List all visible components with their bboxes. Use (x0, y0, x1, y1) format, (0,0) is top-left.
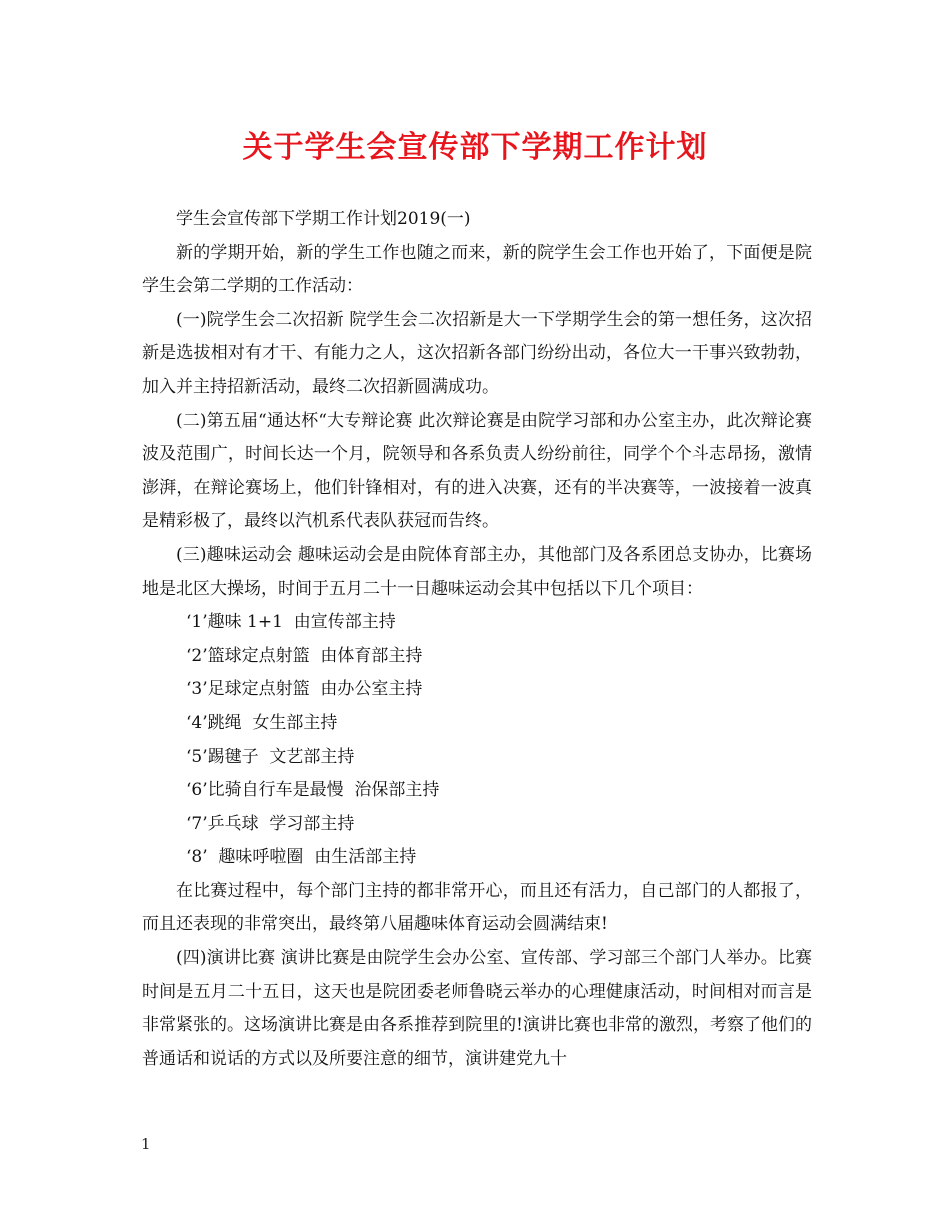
list-item: ‘3’足球定点射篮 由办公室主持 (186, 679, 423, 700)
paragraph-sports-summary: 在比赛过程中，每个部门主持的都非常开心，而且还有活力，自己部门的人都报了，而且还表现的非常突出，最终第八届趣味体育运动会圆满结束! (142, 880, 812, 935)
list-item: ‘7’乒乓球 学习部主持 (186, 813, 355, 834)
document-title: 关于学生会宣传部下学期工作计划 (242, 130, 708, 165)
paragraph-debate: (二)第五届“通达杯“大专辩论赛 此次辩论赛是由院学习部和办公室主办，此次辩论赛波及范围广，时间长达一个月，院领导和各系负责人纷纷前往，同学个个斗志昂扬，激情澎湃，在辩论赛场上，他们针锋相对，有的进入决赛，还有的半决赛等，一波接着一波真是精彩极了，最终以汽机系代表队获冠而告终。 (142, 410, 812, 532)
paragraph-recruitment: (一)院学生会二次招新 院学生会二次招新是大一下学期学生会的第一想任务，这次招新是选拔相对有才干、有能力之人，这次招新各部门纷纷出动，各位大一干事兴致勃勃，加入并主持招新活动，最终二次招新圆满成功。 (142, 309, 812, 397)
event-list (142, 606, 812, 875)
list-item: ‘1’趣味 1+1 由宣传部主持 (186, 612, 396, 633)
list-item: ‘5’踢毽子 文艺部主持 (186, 746, 355, 767)
paragraph-speech-contest: (四)演讲比赛 演讲比赛是由院学生会办公室、宣传部、学习部三个部门人举办。比赛时间是五月二十五日，这天也是院团委老师鲁晓云举办的心理健康活动，时间相对而言是非常紧张的。这场演讲比赛是由各系推荐到院里的!演讲比赛也非常的激烈，考察了他们的普通话和说话的方式以及所要注意的细节，演讲建党九十 (142, 948, 812, 1069)
document-subtitle: 学生会宣传部下学期工作计划2019(一) (176, 209, 471, 229)
list-item: ‘2’篮球定点射篮 由体育部主持 (186, 645, 423, 666)
list-item: ‘8’ 趣味呼啦圈 由生活部主持 (186, 847, 417, 868)
paragraph-intro: 新的学期开始，新的学生工作也随之而来，新的院学生会工作也开始了，下面便是院学生会第二学期的工作活动： (142, 242, 812, 297)
list-item: ‘6’比骑自行车是最慢 治保部主持 (186, 780, 440, 801)
document-body (142, 203, 812, 1076)
paragraph-sports-meet: (三)趣味运动会 趣味运动会是由院体育部主办，其他部门及各系团总支协办，比赛场地是北区大操场，时间于五月二十一日趣味运动会其中包括以下几个项目： (142, 544, 812, 599)
list-item: ‘4’跳绳 女生部主持 (186, 712, 338, 733)
page-number: 1 (141, 1135, 151, 1153)
